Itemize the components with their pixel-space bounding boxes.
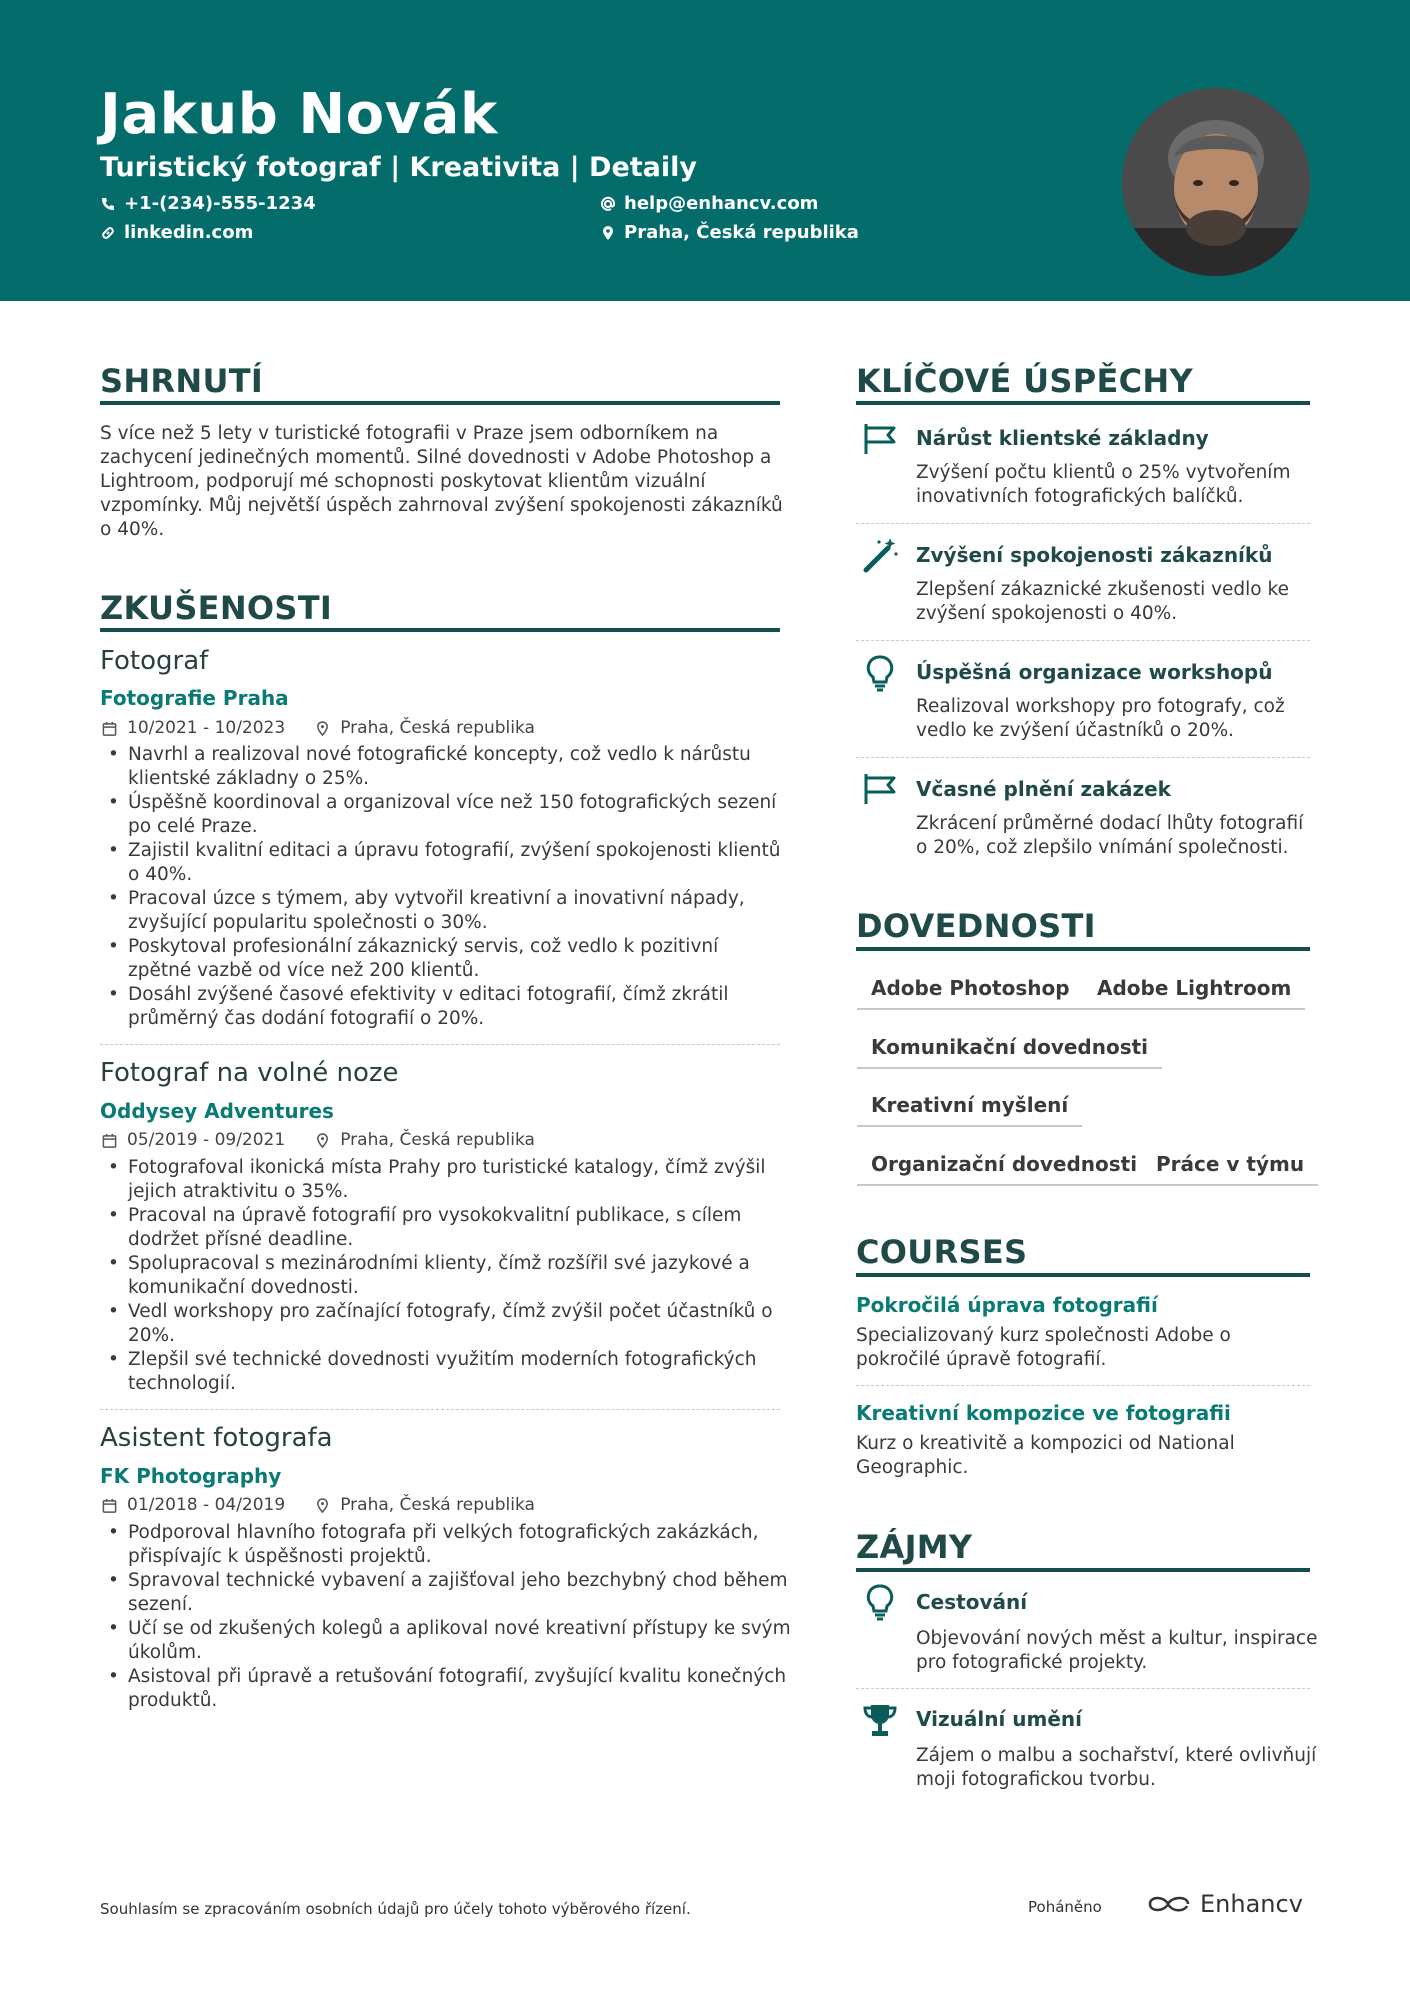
- lightbulb-icon: [860, 1583, 900, 1623]
- list-item: • Dosáhl zvýšené časové efektivity v editaci fotografií, čímž zkrátil průměrný čas dodání fotografií o 20%.: [100, 983, 800, 1031]
- magic-wand-icon: [860, 536, 900, 576]
- header-banner: [0, 0, 1410, 301]
- job-meta: [102, 1130, 535, 1150]
- phone-icon: [100, 196, 116, 212]
- experience-heading: ZKUŠENOSTI: [100, 589, 333, 627]
- job-title: Fotograf na volné noze: [100, 1058, 399, 1088]
- list-item: • Pracoval úzce s týmem, aby vytvořil kreativní a inovativní nápady, zvyšující popularitu společnosti o 30%.: [100, 887, 800, 935]
- contact-phone[interactable]: [100, 193, 316, 214]
- experience-rule: [100, 628, 780, 632]
- consent-note: Souhlasím se zpracováním osobních údajů pro účely tohoto výběrového řízení.: [100, 1900, 691, 1918]
- divider: [856, 523, 1310, 524]
- list-item: • Poskytoval profesionální zákaznický servis, což vedlo k pozitivní zpětné vazbě od více než 200 klientů.: [100, 935, 800, 983]
- course-title: Kreativní kompozice ve fotografii: [856, 1401, 1231, 1425]
- list-item: • Spolupracoval s mezinárodními klienty, čímž rozšířil své jazykové a komunikační dovednosti.: [100, 1252, 800, 1300]
- location-text: Praha, Česká republika: [624, 222, 859, 243]
- list-item: • Zlepšil své technické dovednosti využitím moderních fotografických technologií.: [100, 1348, 800, 1396]
- divider: [100, 1409, 780, 1410]
- interests-rule: [856, 1568, 1310, 1572]
- achievement-desc: Realizoval workshopy pro fotografy, což vedlo ke zvýšení účastníků o 20%.: [916, 696, 1285, 741]
- skill-tag: Organizační dovednosti: [857, 1152, 1151, 1186]
- achievements-heading: KLÍČOVÉ ÚSPĚCHY: [856, 362, 1193, 400]
- skill-tag: Komunikační dovednosti: [857, 1035, 1162, 1069]
- summary-line: S více než 5 lety v turistické fotografii v Praze jsem odborníkem na: [100, 423, 719, 444]
- list-item: • Učí se od zkušených kolegů a aplikoval nové kreativní přístupy ke svým úkolům.: [100, 1617, 800, 1665]
- list-item: • Pracoval na úpravě fotografií pro vysokokvalitní publikace, s cílem dodržet přísné deadline.: [100, 1204, 800, 1252]
- job-bullets: [100, 1156, 800, 1396]
- location-pin-icon: [315, 1133, 330, 1148]
- headline: Turistický fotograf | Kreativita | Detaily: [100, 152, 697, 183]
- contact-linkedin[interactable]: [100, 222, 253, 243]
- link-icon: [100, 225, 116, 241]
- divider: [100, 1044, 780, 1045]
- flag-icon: [860, 420, 900, 460]
- skill-tag: Práce v týmu: [1142, 1152, 1318, 1186]
- list-item: • Spravoval technické vybavení a zajišťoval jeho bezchybný chod během sezení.: [100, 1569, 800, 1617]
- skill-tag: Adobe Lightroom: [1083, 976, 1305, 1010]
- company-name: Fotografie Praha: [100, 686, 289, 710]
- achievement-title: Zvýšení spokojenosti zákazníků: [916, 543, 1273, 567]
- course-desc: Specializovaný kurz společnosti Adobe o pokročilé úpravě fotografií.: [856, 1325, 1231, 1370]
- summary-rule: [100, 401, 780, 405]
- skill-tag: Adobe Photoshop: [857, 976, 1084, 1010]
- list-item: • Asistoval při úpravě a retušování fotografií, zvyšující kvalitu konečných produktů.: [100, 1665, 800, 1713]
- location-pin-icon: [600, 225, 616, 241]
- interest-title: Vizuální umění: [916, 1707, 1083, 1731]
- course-desc: Kurz o kreativitě a kompozici od National Geographic.: [856, 1433, 1235, 1478]
- location-pin-icon: [315, 1498, 330, 1513]
- job-bullets: [100, 1521, 800, 1713]
- summary-text: [100, 422, 800, 542]
- enhancv-logo[interactable]: [1146, 1890, 1303, 1918]
- interest-desc: Zájem o malbu a sochařství, které ovlivňují moji fotografickou tvorbu.: [916, 1745, 1317, 1790]
- job-location: Praha, Česká republika: [340, 1495, 535, 1515]
- powered-by-label: Poháněno: [1028, 1898, 1102, 1916]
- job-location: Praha, Česká republika: [340, 1130, 535, 1150]
- divider: [856, 640, 1310, 641]
- summary-line: vzpomínky. Můj největší úspěch zahrnoval zvýšení spokojenosti zákazníků: [100, 495, 783, 516]
- candidate-name: Jakub Novák: [100, 82, 498, 147]
- job-title: Asistent fotografa: [100, 1423, 333, 1453]
- skill-tag: Kreativní myšlení: [857, 1093, 1082, 1127]
- achievement-desc: Zvýšení počtu klientů o 25% vytvořením inovativních fotografických balíčků.: [916, 462, 1291, 507]
- skills-rule: [856, 947, 1310, 951]
- job-meta: [102, 1495, 535, 1515]
- summary-line: zachycení jedinečných momentů. Silné dovednosti v Adobe Photoshop a: [100, 447, 772, 468]
- list-item: • Podporoval hlavního fotografa při velkých fotografických zakázkách, přispívajíc k úspěšnosti projektů.: [100, 1521, 800, 1569]
- phone-text: +1-(234)-555-1234: [124, 193, 316, 214]
- list-item: • Navrhl a realizoval nové fotografické koncepty, což vedlo k nárůstu klientské základny o 25%.: [100, 743, 800, 791]
- summary-line: o 40%.: [100, 519, 165, 540]
- company-name: FK Photography: [100, 1464, 282, 1488]
- interests-heading: ZÁJMY: [856, 1528, 973, 1566]
- calendar-icon: [102, 1133, 117, 1148]
- list-item: • Úspěšně koordinoval a organizoval více než 150 fotografických sezení po celé Praze.: [100, 791, 800, 839]
- achievements-rule: [856, 401, 1310, 405]
- achievement-desc: Zlepšení zákaznické zkušenosti vedlo ke zvýšení spokojenosti o 40%.: [916, 579, 1289, 624]
- achievement-title: Úspěšná organizace workshopů: [916, 660, 1273, 684]
- at-icon: [600, 196, 616, 212]
- flag-icon: [860, 770, 900, 810]
- trophy-icon: [860, 1701, 900, 1741]
- divider: [856, 757, 1310, 758]
- summary-heading: SHRNUTÍ: [100, 362, 264, 400]
- divider: [856, 1688, 1310, 1689]
- job-dates: 10/2021 - 10/2023: [127, 718, 286, 738]
- divider: [856, 1385, 1310, 1386]
- email-text: help@enhancv.com: [624, 193, 819, 214]
- job-dates: 01/2018 - 04/2019: [127, 1495, 286, 1515]
- company-name: Oddysey Adventures: [100, 1099, 334, 1123]
- interest-desc: Objevování nových měst a kultur, inspirace pro fotografické projekty.: [916, 1628, 1318, 1673]
- achievement-title: Nárůst klientské základny: [916, 426, 1209, 450]
- contact-location: [600, 222, 859, 243]
- list-item: • Vedl workshopy pro začínající fotografy, čímž zvýšil počet účastníků o 20%.: [100, 1300, 800, 1348]
- profile-photo: [1122, 88, 1310, 276]
- enhancv-brand-text: Enhancv: [1200, 1890, 1303, 1918]
- location-pin-icon: [315, 721, 330, 736]
- course-title: Pokročilá úprava fotografií: [856, 1293, 1158, 1317]
- job-dates: 05/2019 - 09/2021: [127, 1130, 286, 1150]
- summary-line: Lightroom, podporují mé schopnosti poskytovat klientům vizuální: [100, 471, 706, 492]
- enhancv-logo-icon: [1146, 1892, 1192, 1916]
- list-item: • Fotografoval ikonická místa Prahy pro turistické katalogy, čímž zvýšil jejich atraktivitu o 35%.: [100, 1156, 800, 1204]
- interest-title: Cestování: [916, 1590, 1028, 1614]
- lightbulb-icon: [860, 654, 900, 694]
- list-item: • Zajistil kvalitní editaci a úpravu fotografií, zvýšení spokojenosti klientů o 40%.: [100, 839, 800, 887]
- achievement-desc: Zkrácení průměrné dodací lhůty fotografií o 20%, což zlepšilo vnímání společnosti.: [916, 813, 1304, 858]
- job-meta: [102, 718, 535, 738]
- linkedin-text: linkedin.com: [124, 222, 254, 243]
- calendar-icon: [102, 1498, 117, 1513]
- skills-heading: DOVEDNOSTI: [856, 907, 1096, 945]
- courses-rule: [856, 1273, 1310, 1277]
- achievement-title: Včasné plnění zakázek: [916, 777, 1171, 801]
- contact-email[interactable]: [600, 193, 818, 214]
- job-location: Praha, Česká republika: [340, 718, 535, 738]
- courses-heading: COURSES: [856, 1233, 1028, 1271]
- job-bullets: [100, 743, 800, 1031]
- calendar-icon: [102, 721, 117, 736]
- job-title: Fotograf: [100, 646, 209, 676]
